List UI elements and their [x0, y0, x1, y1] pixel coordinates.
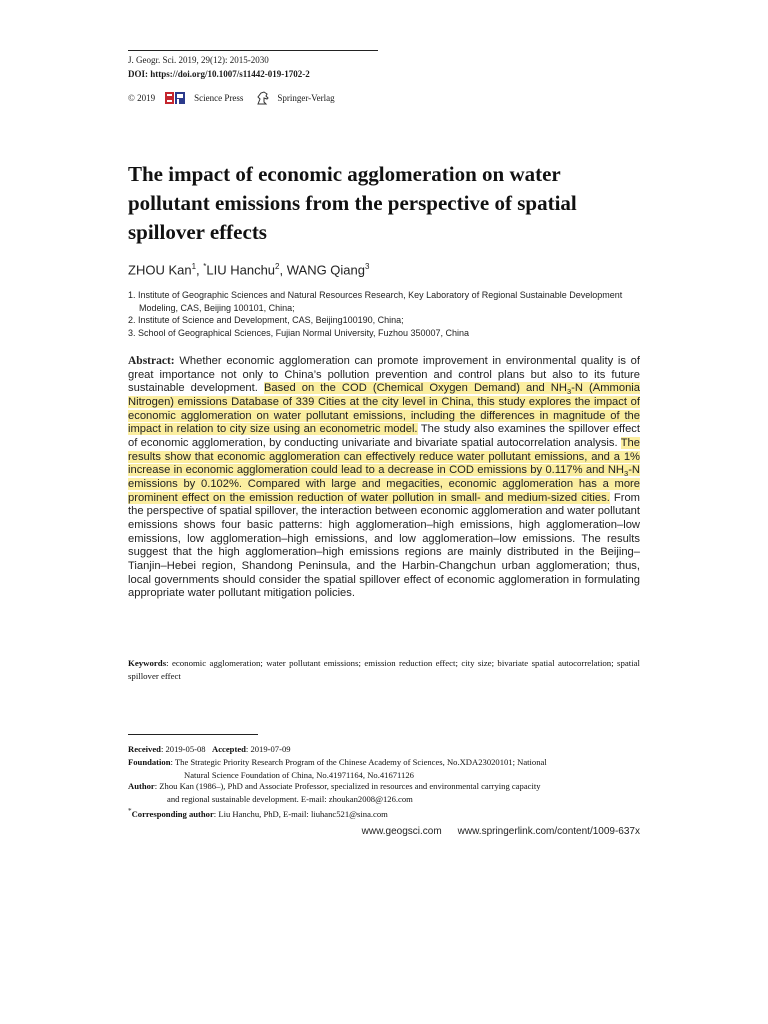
url-springerlink[interactable]: www.springerlink.com/content/1009-637x — [457, 826, 640, 837]
abstract-paragraph: Abstract: Whether economic agglomeration can promote improvement in environmental quality is of great importance not only to China’s pollution prevention and control plans but also to its future sustainable development. Based on the COD (Chemical Oxygen Demand) and $NH_3-N$ (Ammonia Nitrogen) emissions Database of 339 Cities at the city level in China, this study explores the impact of economic agglomeration on water pollutant emissions, including the differences in magnitude of the impact in relation to city size using an econometric model. The study also examines the spillover effect of economic agglomeration, by conducting univariate and bivariate spatial autocorrelation analysis. The results show that economic agglomeration can effectively reduce water pollutant emissions, and a 1% increase in economic agglomeration could lead to a decrease in COD emissions by 0.117% and $NH_3-N$ emissions by 0.102%. Compared with large and megacities, economic agglomeration has a more prominent effect on the emission reduction of water pollution in small- and medium-sized cities. From the perspective of spatial spillover, the interaction between economic agglomeration and water pollutant emissions shows four basic patterns: high agglomeration–high emissions, high agglomeration–low emissions, low agglomeration–high emissions, and low agglomeration–low emissions. The results suggest that the high agglomeration–high emissions regions are mainly distributed in the Beijing–Tianjin–Hebei region, Shandong Peninsula, and the Harbin-Changchun urban agglomeration; thus, local governments should consider the spatial spillover effect of economic agglomeration in formulating appropriate water pollutant mitigation policies. — [128, 355, 641, 600]
corresponding-mark: * — [203, 262, 207, 271]
author-name: WANG Qiang — [286, 262, 365, 278]
paper-title: The impact of economic agglomeration on water pollutant emissions from the perspective of spatial spillover effects — [128, 162, 577, 244]
author-affil-sup: 1 — [191, 262, 197, 271]
highlighted-text: Based on the COD (Chemical Oxygen Demand) and $NH_3-N$ (Ammonia Nitrogen) emissions Database of 339 Cities at the city level in China, this study explores the impact of economic agglomeration on water pollutant emissions, including the differences in magnitude of the impact in relation to city size using an econometric model. — [128, 382, 641, 436]
keywords — [128, 657, 640, 683]
abstract-label: Abstract: — [128, 355, 175, 367]
paper-page — [128, 0, 640, 1024]
corresponding-author-footnote: *Corresponding author: Liu Hanchu, PhD, E-mail: liuhanc521@sina.com — [128, 807, 388, 819]
author-footnote: Author: Zhou Kan (1986–), PhD and Associate Professor, specialized in resources and environmental carrying capacity and regional sustainable development. E-mail: zhoukan2008@126.com — [128, 781, 541, 804]
affiliation-item: 3. School of Geographical Sciences, Fujian Normal University, Fuzhou 350007, China — [128, 327, 470, 338]
keywords-text: : economic agglomeration; water pollutant emissions; emission reduction effect; city size; bivariate spatial autocorrelation; spatial spillover effect — [128, 658, 640, 681]
journal-citation: J. Geogr. Sci. 2019, 29(12): 2015-2030 — [128, 55, 269, 65]
publisher-springer: Springer-Verlag — [277, 93, 335, 103]
publisher-science-press: Science Press — [194, 93, 244, 103]
author-list: ZHOU Kan$^1$, *LIU Hanchu$^2$, WANG Qiang$^3$ — [128, 262, 370, 278]
science-press-logo-icon — [165, 91, 187, 105]
foundation-footnote: Foundation: The Strategic Priority Research Program of the Chinese Academy of Sciences, No.XDA23020101; National Natural Science Foundation of China, No.41971164, No.41671126 — [128, 757, 547, 780]
url-geogsci[interactable]: www.geogsci.com — [361, 826, 442, 837]
publisher-line — [128, 91, 335, 105]
author-affil-sup: 2 — [275, 262, 280, 271]
author-name: LIU Hanchu — [206, 262, 276, 278]
keywords-label: Keywords — [128, 658, 167, 668]
affiliation-item: 1. Institute of Geographic Sciences and Natural Resources Research, Key Laboratory of Regional Sustainable Development Modeling, CAS, Beijing 100101, China; — [128, 290, 623, 313]
author-name: ZHOU Kan — [128, 262, 192, 278]
springer-horse-logo-icon — [255, 91, 271, 105]
journal-urls — [362, 826, 640, 837]
affiliations — [128, 289, 640, 339]
author-affil-sup: 3 — [365, 262, 370, 271]
dates-footnote: Received: 2019-05-08 Accepted: 2019-07-09 — [128, 744, 291, 754]
highlighted-text: The results show that economic agglomeration can effectively reduce water pollutant emissions, and a 1% increase in economic agglomeration could lead to a decrease in COD emissions by 0.117% and $NH_3-N$ emissions by 0.102%. Compared with large and megacities, economic agglomeration has a more prominent effect on the emission reduction of water pollution in small- and medium-sized cities. — [128, 436, 640, 504]
doi-link[interactable]: DOI: https://doi.org/10.1007/s11442-019-1702-2 — [128, 69, 310, 79]
copyright-text: © 2019 — [128, 93, 156, 103]
affiliation-item: 2. Institute of Science and Development, CAS, Beijing100190, China; — [128, 315, 404, 325]
header-rule — [128, 50, 378, 51]
footnote-rule — [128, 734, 258, 735]
